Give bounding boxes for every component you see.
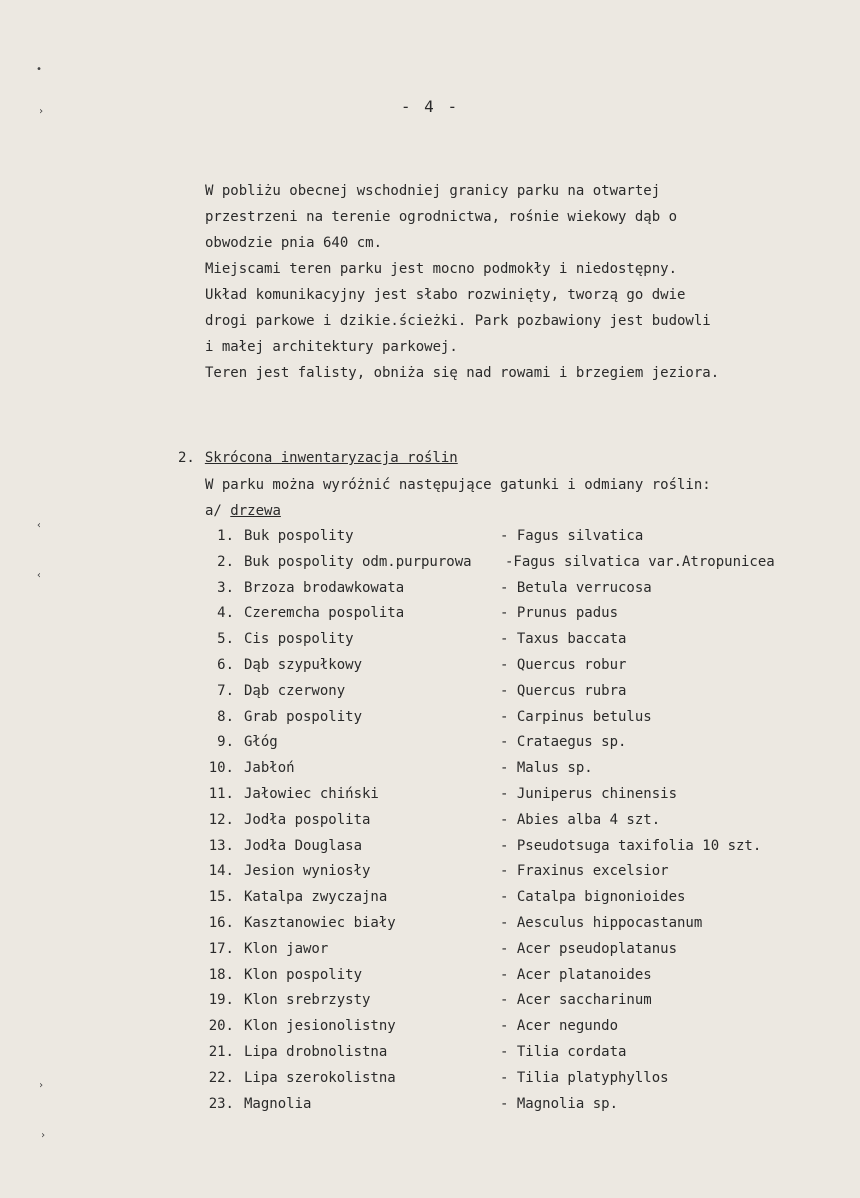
list-item <box>190 553 775 580</box>
list-item <box>190 785 678 812</box>
latin-name: - Abies alba 4 szt. <box>500 811 661 828</box>
item-number: 5. <box>217 631 234 648</box>
polish-name: Magnolia <box>244 1095 312 1112</box>
latin-name: - Aesculus hippocastanum <box>500 914 703 931</box>
text-line: Układ komunikacyjny jest słabo rozwinięty, tworzą go dwie <box>205 287 686 303</box>
item-number: 17. <box>208 940 234 957</box>
item-number: 19. <box>208 992 234 1009</box>
subsection-prefix: a/ <box>205 503 222 519</box>
item-number: 15. <box>208 889 234 906</box>
list-item <box>190 656 627 683</box>
list-item <box>190 992 652 1018</box>
item-number: 4. <box>217 605 234 622</box>
latin-name: -Fagus silvatica var.Atropunicea <box>505 553 775 570</box>
item-number: 12. <box>208 811 234 828</box>
list-item <box>190 889 686 915</box>
margin-mark: › <box>38 1080 45 1091</box>
list-item <box>190 682 627 709</box>
list-item <box>190 605 619 631</box>
latin-name: - Taxus baccata <box>500 631 627 648</box>
list-item <box>190 1095 619 1122</box>
item-number: 7. <box>217 682 234 699</box>
list-item <box>190 631 627 657</box>
latin-name: - Carpinus betulus <box>500 708 652 725</box>
polish-name: Buk pospolity <box>244 528 354 544</box>
item-number: 2. <box>217 553 234 570</box>
margin-mark: ‹ <box>36 570 43 581</box>
latin-name: - Catalpa bignonioides <box>500 889 686 906</box>
polish-name: Czeremcha pospolita <box>244 605 405 622</box>
polish-name: Jesion wyniosły <box>244 863 371 880</box>
item-number: 11. <box>208 785 234 802</box>
item-number: 1. <box>217 528 234 544</box>
item-number: 10. <box>208 760 234 777</box>
item-number: 22. <box>208 1069 234 1086</box>
latin-name: - Malus sp. <box>500 760 593 777</box>
item-number: 9. <box>217 734 234 751</box>
polish-name: Buk pospolity odm.purpurowa <box>244 553 472 570</box>
polish-name: Jodła Douglasa <box>244 837 363 854</box>
latin-name: - Acer pseudoplatanus <box>500 940 678 957</box>
polish-name: Klon jesionolistny <box>244 1018 396 1035</box>
latin-name: - Betula verrucosa <box>500 579 652 596</box>
paragraph-2 <box>205 256 719 386</box>
item-number: 23. <box>208 1095 234 1112</box>
item-number: 3. <box>217 579 234 596</box>
list-item <box>190 1018 619 1044</box>
subsection-heading <box>205 503 281 519</box>
latin-name: - Fraxinus excelsior <box>500 863 669 880</box>
item-number: 13. <box>208 837 234 854</box>
list-item <box>190 966 652 993</box>
section-number: 2. <box>178 450 195 466</box>
item-number: 8. <box>217 708 234 725</box>
margin-mark: › <box>38 106 45 117</box>
polish-name: Klon jawor <box>244 940 329 957</box>
list-item <box>190 528 644 554</box>
text-line: Teren jest falisty, obniża się nad rowami i brzegiem jeziora. <box>205 365 720 381</box>
polish-name: Klon pospolity <box>244 966 363 983</box>
list-item <box>190 914 703 941</box>
latin-name: - Tilia platyphyllos <box>500 1069 669 1086</box>
polish-name: Klon srebrzysty <box>244 992 371 1009</box>
text-line: obwodzie pnia 640 cm. <box>205 235 383 251</box>
text-line: drogi parkowe i dzikie.ścieżki. Park pozbawiony jest budowli <box>205 313 711 329</box>
item-number: 6. <box>217 656 234 673</box>
polish-name: Kasztanowiec biały <box>244 914 396 931</box>
list-item <box>190 863 669 889</box>
item-number: 21. <box>208 1043 234 1060</box>
list-item <box>190 1043 627 1070</box>
polish-name: Lipa szerokolistna <box>244 1069 396 1086</box>
list-item <box>190 811 661 838</box>
subsection-title: drzewa <box>230 503 281 519</box>
tree-list <box>190 528 775 1121</box>
list-item <box>190 734 627 760</box>
item-number: 20. <box>208 1018 234 1035</box>
section-heading <box>178 450 458 466</box>
polish-name: Jałowiec chiński <box>244 785 379 802</box>
polish-name: Brzoza brodawkowata <box>244 579 405 596</box>
latin-name: - Quercus rubra <box>500 682 627 699</box>
margin-mark: • <box>36 64 43 75</box>
intro-text: W parku można wyróżnić następujące gatunki i odmiany roślin: <box>205 477 711 493</box>
polish-name: Katalpa zwyczajna <box>244 889 388 906</box>
list-item <box>190 579 652 606</box>
page-number: - 4 - <box>400 97 460 116</box>
latin-name: - Quercus robur <box>500 656 627 673</box>
list-item <box>190 837 762 864</box>
latin-name: - Acer negundo <box>500 1018 619 1035</box>
list-item <box>190 708 652 735</box>
latin-name: - Prunus padus <box>500 605 619 622</box>
section-title: Skrócona inwentaryzacja roślin <box>204 450 458 466</box>
polish-name: Cis pospolity <box>244 631 354 648</box>
latin-name: - Juniperus chinensis <box>500 785 678 802</box>
polish-name: Lipa drobnolistna <box>244 1043 388 1060</box>
polish-name: Dąb szypułkowy <box>244 656 363 673</box>
latin-name: - Magnolia sp. <box>500 1095 619 1112</box>
latin-name: - Acer saccharinum <box>500 992 652 1009</box>
text-line: przestrzeni na terenie ogrodnictwa, rośnie wiekowy dąb o <box>205 209 678 225</box>
list-item <box>190 940 678 967</box>
latin-name: - Pseudotsuga taxifolia 10 szt. <box>500 837 762 854</box>
polish-name: Dąb czerwony <box>244 682 346 699</box>
list-item <box>190 760 593 786</box>
polish-name: Jabłoń <box>244 760 295 777</box>
polish-name: Głóg <box>244 734 278 751</box>
latin-name: - Acer platanoides <box>500 966 652 983</box>
list-item <box>190 1069 669 1096</box>
text-line: Miejscami teren parku jest mocno podmokły i niedostępny. <box>205 261 678 277</box>
margin-mark: › <box>40 1130 47 1141</box>
text-line: W pobliżu obecnej wschodniej granicy parku na otwartej <box>205 183 661 199</box>
paragraph-1 <box>205 178 677 256</box>
item-number: 16. <box>208 914 234 931</box>
item-number: 14. <box>208 863 234 880</box>
margin-mark: ‹ <box>36 520 43 531</box>
latin-name: - Tilia cordata <box>500 1043 627 1060</box>
latin-name: - Crataegus sp. <box>500 734 627 751</box>
text-line: i małej architektury parkowej. <box>205 339 458 355</box>
item-number: 18. <box>208 966 234 983</box>
polish-name: Jodła pospolita <box>244 811 371 828</box>
polish-name: Grab pospolity <box>244 708 363 725</box>
latin-name: - Fagus silvatica <box>500 528 644 544</box>
